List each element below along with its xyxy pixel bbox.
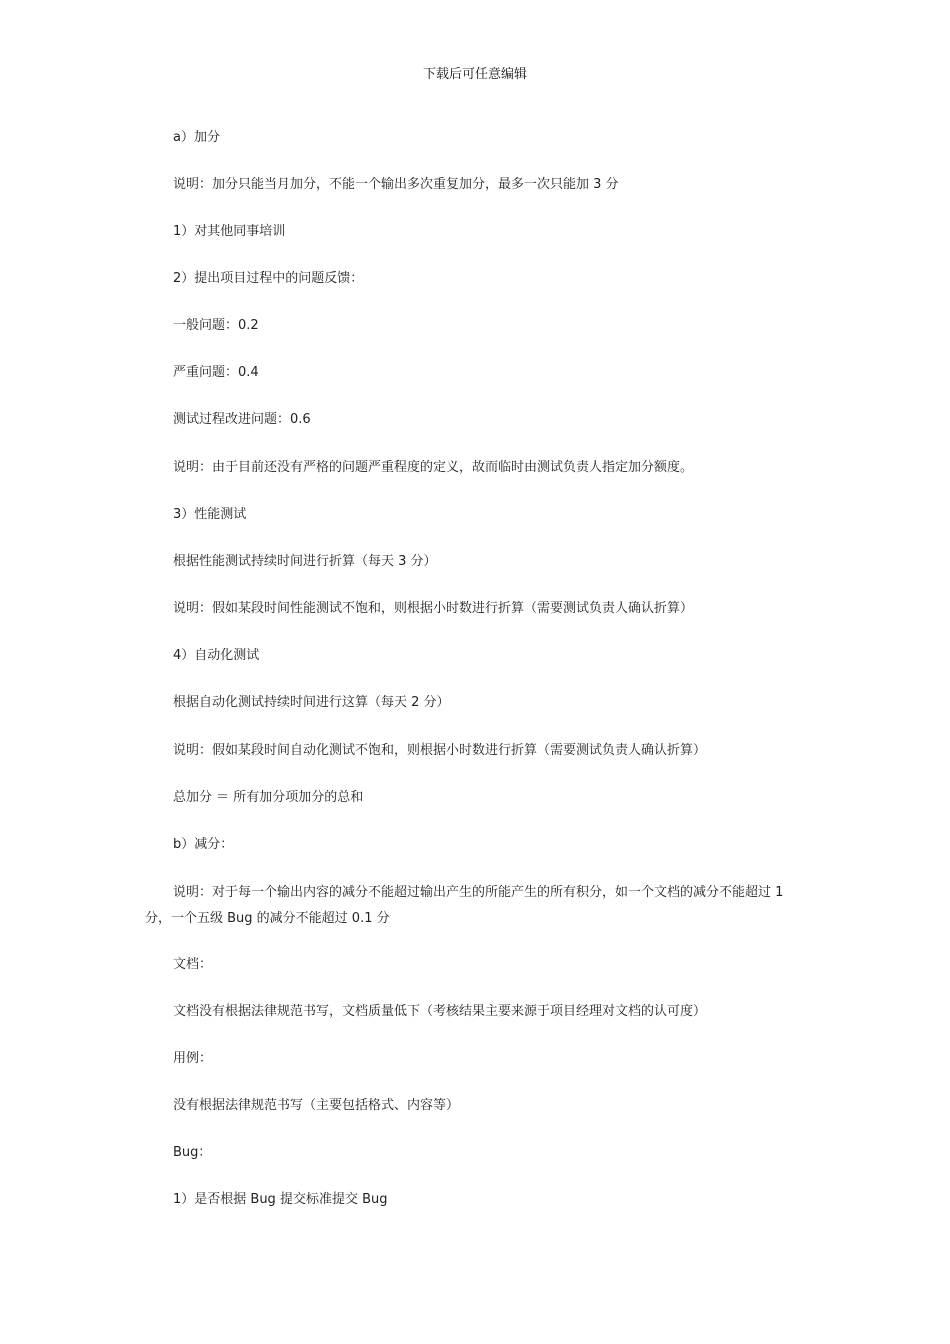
feedback-serious: 严重问题：0.4 (173, 365, 259, 380)
feedback-process: 测试过程改进问题：0.6 (173, 412, 311, 427)
document-heading: 文档： (173, 957, 213, 972)
section-a-heading: a）加分 (173, 130, 220, 145)
automation-rule: 根据自动化测试持续时间进行这算（每天 2 分） (173, 695, 450, 710)
performance-rule: 根据性能测试持续时间进行折算（每天 3 分） (173, 554, 437, 569)
feedback-note: 说明：由于目前还没有严格的问题严重程度的定义，故而临时由测试负责人指定加分额度。 (173, 460, 694, 475)
document-rule: 文档没有根据法律规范书写，文档质量低下（考核结果主要来源于项目经理对文档的认可度） (173, 1004, 707, 1019)
page-header: 下载后可任意编辑 (422, 67, 527, 82)
bonus-item-automation: 4）自动化测试 (173, 648, 260, 663)
bonus-item-feedback: 2）提出项目过程中的问题反馈： (173, 271, 364, 286)
bug-heading: Bug： (173, 1145, 212, 1160)
section-b-heading: b）减分： (173, 837, 234, 852)
bonus-note: 说明：加分只能当月加分，不能一个输出多次重复加分，最多一次只能加 3 分 (173, 177, 619, 192)
bonus-item-performance: 3）性能测试 (173, 507, 247, 522)
bonus-item-training: 1）对其他同事培训 (173, 224, 286, 239)
feedback-general: 一般问题：0.2 (173, 318, 259, 333)
testcase-rule: 没有根据法律规范书写（主要包括格式、内容等） (173, 1098, 460, 1113)
performance-note: 说明：假如某段时间性能测试不饱和，则根据小时数进行折算（需要测试负责人确认折算） (173, 601, 694, 616)
total-bonus: 总加分 ＝ 所有加分项加分的总和 (173, 790, 364, 805)
bug-rule-1: 1）是否根据 Bug 提交标准提交 Bug (173, 1192, 388, 1207)
deduction-note: 说明：对于每一个输出内容的减分不能超过输出产生的所能产生的所有积分，如一个文档的减分不能超过 1 分，一个五级 Bug 的减分不能超过 0.1 分 (145, 885, 784, 926)
automation-note: 说明：假如某段时间自动化测试不饱和，则根据小时数进行折算（需要测试负责人确认折算） (173, 743, 707, 758)
testcase-heading: 用例： (173, 1051, 213, 1066)
